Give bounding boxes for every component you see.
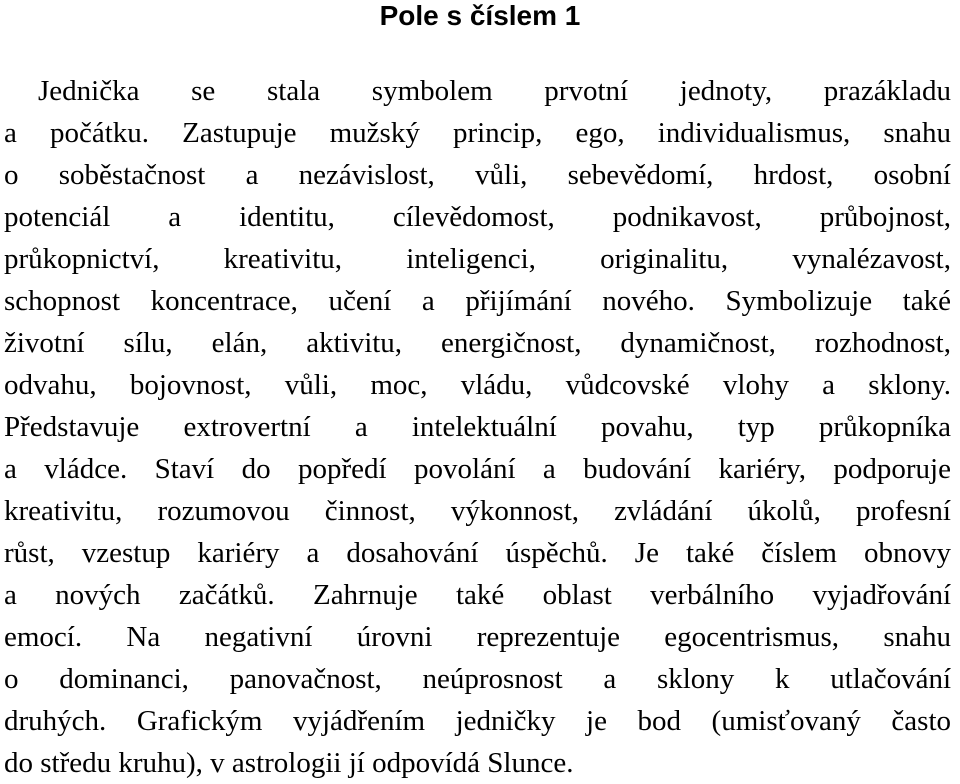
text-line: životní sílu, elán, aktivitu, energičnost, dynamičnost, rozhodnost, [4, 327, 951, 359]
text-line: a nových začátků. Zahrnuje také oblast verbálního vyjadřování [4, 579, 951, 611]
text-line: o soběstačnost a nezávislost, vůli, sebevědomí, hrdost, osobní [4, 159, 951, 191]
text-line: do středu kruhu), v astrologii jí odpovídá Slunce. [4, 747, 574, 779]
text-line: a vládce. Staví do popředí povolání a budování kariéry, podporuje [4, 453, 951, 485]
text-line: schopnost koncentrace, učení a přijímání nového. Symbolizuje také [4, 285, 951, 317]
text-line: odvahu, bojovnost, vůli, moc, vládu, vůdcovské vlohy a sklony. [4, 369, 951, 401]
text-line: a počátku. Zastupuje mužský princip, ego, individualismus, snahu [4, 117, 951, 149]
text-line: průkopnictví, kreativitu, inteligenci, originalitu, vynalézavost, [4, 243, 951, 275]
text-line: potenciál a identitu, cílevědomost, podnikavost, průbojnost, [4, 201, 951, 233]
text-line: Jednička se stala symbolem prvotní jednoty, prazákladu [38, 75, 951, 107]
text-line: Představuje extrovertní a intelektuální povahu, typ průkopníka [4, 411, 951, 443]
text-line: emocí. Na negativní úrovni reprezentuje egocentrismus, snahu [4, 621, 951, 653]
body-paragraph [4, 70, 951, 784]
text-line: růst, vzestup kariéry a dosahování úspěchů. Je také číslem obnovy [4, 537, 951, 569]
text-line: o dominanci, panovačnost, neúprosnost a sklony k utlačování [4, 663, 951, 695]
text-line: kreativitu, rozumovou činnost, výkonnost, zvládání úkolů, profesní [4, 495, 951, 527]
text-line: druhých. Grafickým vyjádřením jedničky je bod (umisťovaný často [4, 705, 951, 737]
page-title: Pole s číslem 1 [379, 0, 581, 31]
